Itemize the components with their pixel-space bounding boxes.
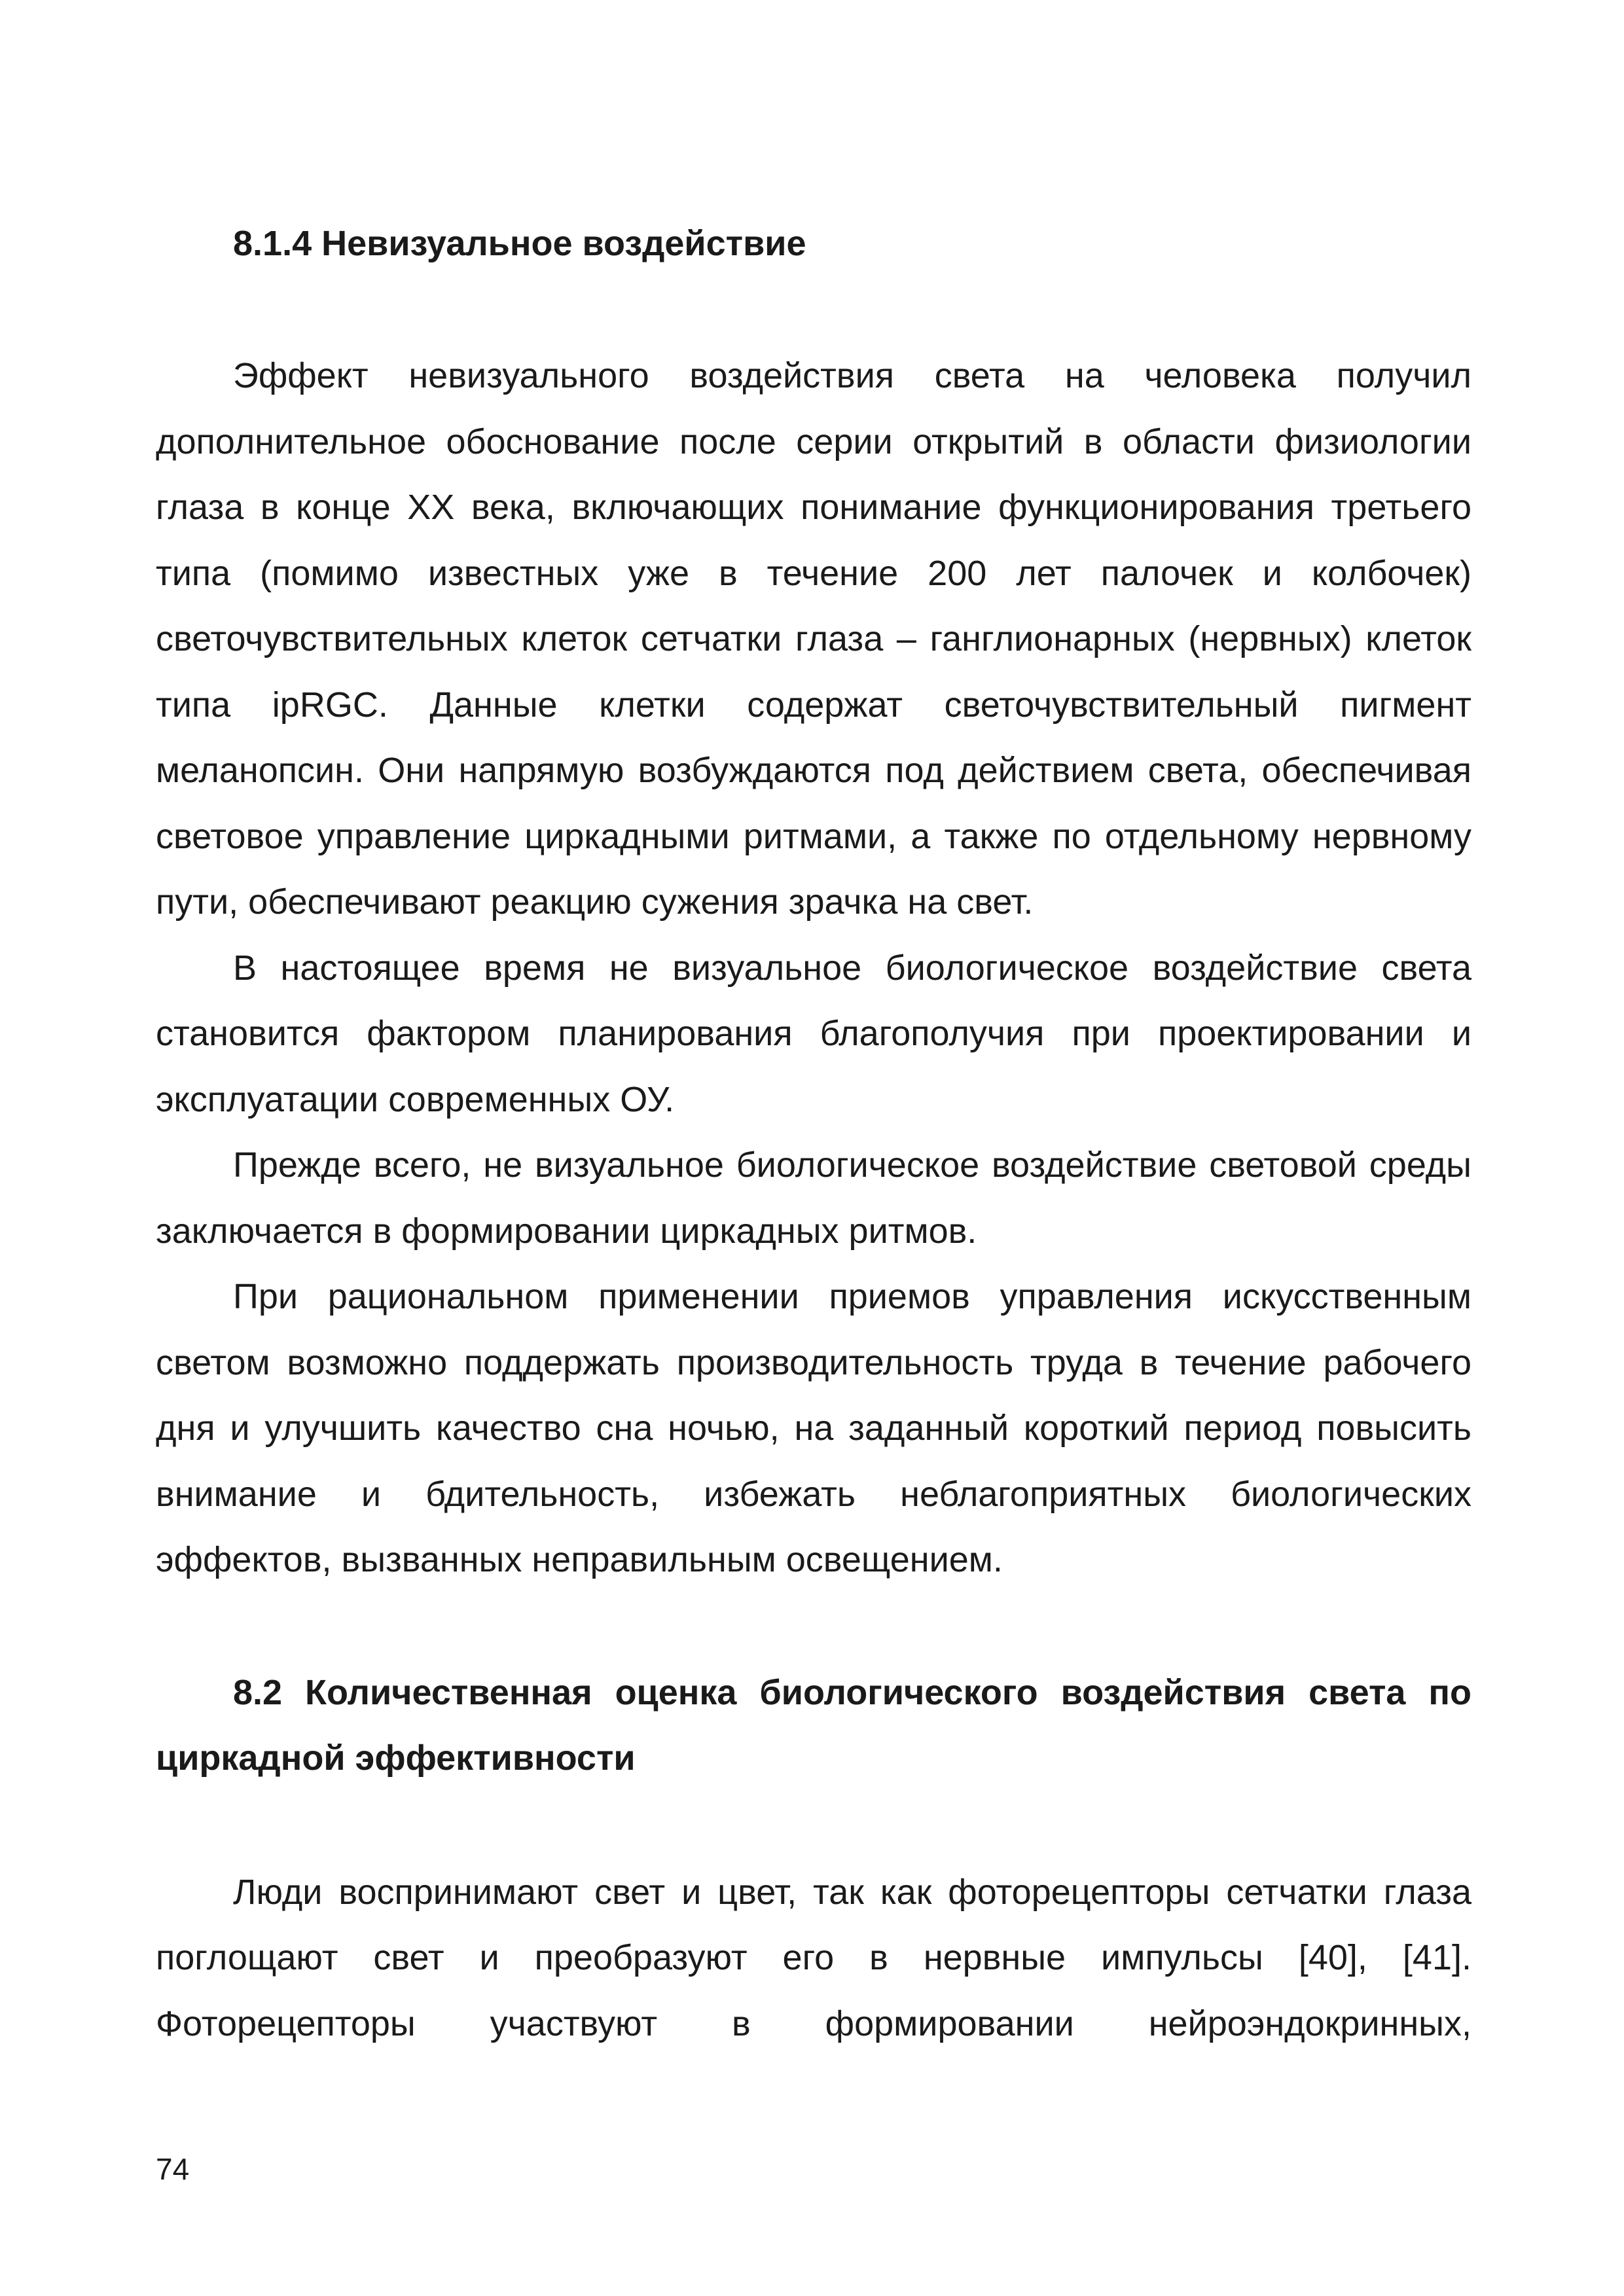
- paragraph: При рациональном применении приемов управления искусственным светом возможно поддержать производительность труда в течение рабочего дня и улучшить качество сна ночью, на заданный короткий период повысить внимание и бдительность, избежать неблагоприятных биологических эффектов, вызванных неправильным освещением.: [156, 1277, 1471, 1579]
- paragraph: Люди воспринимают свет и цвет, так как фоторецепторы сетчатки глаза поглощают свет и преобразуют его в нервные импульсы [40], [41]. Фоторецепторы участвуют в формировании нейроэндокринных,: [156, 1872, 1471, 2043]
- paragraph: Эффект невизуального воздействия света на человека получил дополнительное обоснование после серии открытий в области физиологии глаза в конце XX века, включающих понимание функционирования третьего типа (помимо известных уже в течение 200 лет палочек и колбочек) светочувствительных клеток сетчатки глаза – ганглионарных (нервных) клеток типа ipRGC. Данные клетки содержат светочувствительный пигмент меланопсин. Они напрямую возбуждаются под действием света, обеспечивая световое управление циркадными ритмами, а также по отдельному нервному пути, обеспечивают реакцию сужения зрачка на свет.: [156, 356, 1471, 922]
- paragraph: В настоящее время не визуальное биологическое воздействие света становится фактором планирования благополучия при проектировании и эксплуатации современных ОУ.: [156, 948, 1471, 1119]
- page-content: [156, 211, 1471, 2056]
- paragraph: Прежде всего, не визуальное биологическое воздействие световой среды заключается в формировании циркадных ритмов.: [156, 1145, 1471, 1251]
- section-heading-8-2: 8.2 Количественная оценка биологического воздействия света по циркадной эффективности: [156, 1672, 1471, 1778]
- section-heading-8-1-4: 8.1.4 Невизуальное воздействие: [233, 224, 806, 263]
- page-number: 74: [156, 2152, 190, 2186]
